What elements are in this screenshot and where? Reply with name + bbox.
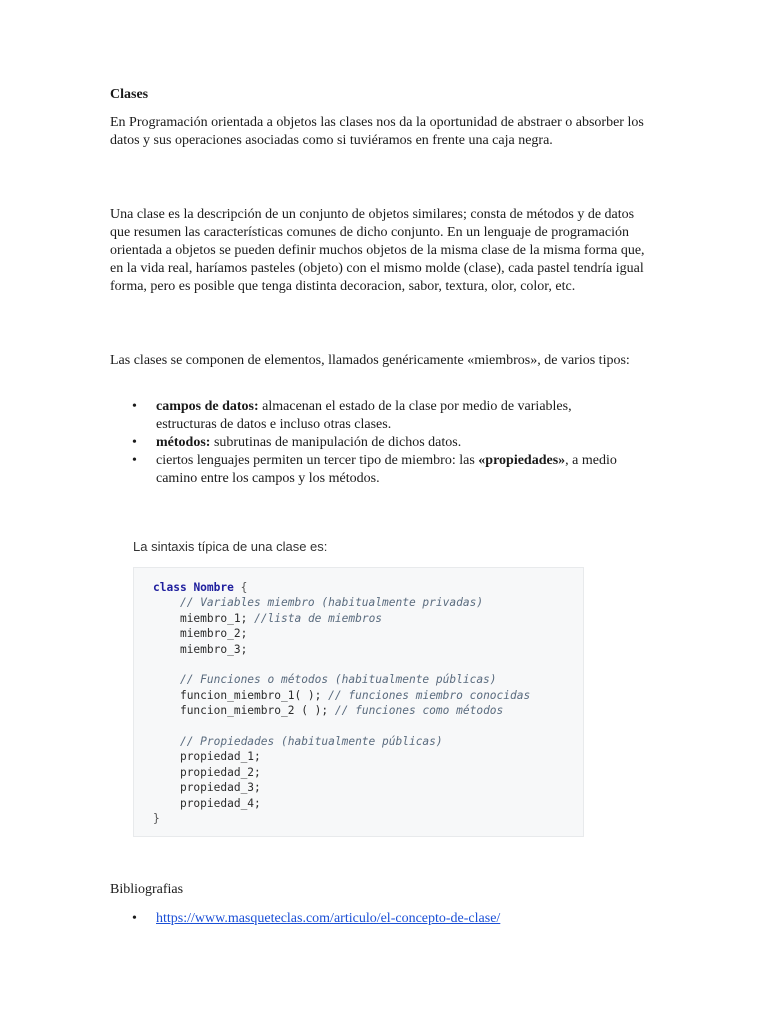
member-term: métodos: [156, 435, 211, 450]
member-description: , a medio camino entre los campos y los métodos. [156, 453, 617, 486]
code-comment: // Funciones o métodos (habitualmente públicas) [179, 673, 497, 687]
code-line: propiedad_4; [179, 796, 261, 810]
code-line: miembro_3; [179, 642, 248, 656]
bullet-icon: • [132, 911, 137, 926]
member-description-prefix: ciertos lenguajes permiten un tercer tipo de miembro: las [156, 453, 479, 468]
list-item [110, 910, 630, 928]
code-line: miembro_2; [179, 627, 248, 641]
code-comment: // funciones miembro conocidas [328, 688, 531, 702]
member-term: campos de datos: [156, 399, 259, 414]
code-comment: // Propiedades (habitualmente públicas) [179, 735, 443, 749]
code-line: propiedad_2; [179, 765, 261, 779]
code-keyword: class [153, 581, 187, 594]
code-comment: // funciones como métodos [334, 704, 504, 718]
code-comment: // Variables miembro (habitualmente privadas) [179, 596, 484, 610]
code-close-brace: } [153, 812, 160, 826]
bibliography-title: Bibliografias [110, 882, 184, 897]
code-line: propiedad_1; [179, 750, 261, 764]
bullet-icon: • [132, 399, 137, 414]
code-listing [153, 580, 530, 827]
definition-paragraph: Una clase es la descripción de un conjunto de objetos similares; consta de métodos y de datos que resumen las características comunes de dicho conjunto. En un lenguaje de programación orientada a objetos se pueden definir muchos objetos de la misma clase de la misma forma que, en la vida real, haríamos pasteles (objeto) con el mismo molde (clase), cada pastel tendría igual forma, pero es posible que tenga distinta decoracion, sabor, textura, olor, color, etc. [110, 207, 645, 294]
code-line: miembro_1; [179, 611, 248, 625]
code-block [133, 567, 584, 837]
page-title: Clases [110, 87, 149, 102]
intro-paragraph: En Programación orientada a objetos las clases nos da la oportunidad de abstraer o absorber los datos y sus operaciones asociadas como si tuviéramos en frente una caja negra. [110, 115, 644, 148]
code-class-name: Nombre [193, 581, 234, 594]
list-item [110, 452, 630, 488]
code-comment: //lista de miembros [254, 611, 383, 625]
code-line: funcion_miembro_1( ); [179, 688, 322, 702]
code-line: propiedad_3; [179, 781, 261, 795]
code-open-brace: { [240, 581, 248, 594]
members-list [110, 398, 630, 488]
bullet-icon: • [132, 435, 137, 450]
bullet-icon: • [132, 453, 137, 468]
bibliography-link[interactable]: https://www.masqueteclas.com/articulo/el-concepto-de-clase/ [156, 911, 501, 926]
list-item [110, 434, 630, 452]
list-item [110, 398, 630, 434]
bibliography-list [110, 910, 630, 928]
code-caption: La sintaxis típica de una clase es: [133, 539, 328, 554]
members-intro-paragraph: Las clases se componen de elementos, llamados genéricamente «miembros», de varios tipos: [110, 353, 630, 368]
member-term: «propiedades» [478, 453, 566, 468]
code-line: funcion_miembro_2 ( ); [179, 704, 329, 718]
member-description: subrutinas de manipulación de dichos datos. [210, 435, 462, 450]
member-description: almacenan el estado de la clase por medio de variables, estructuras de datos e incluso otras clases. [156, 399, 572, 432]
